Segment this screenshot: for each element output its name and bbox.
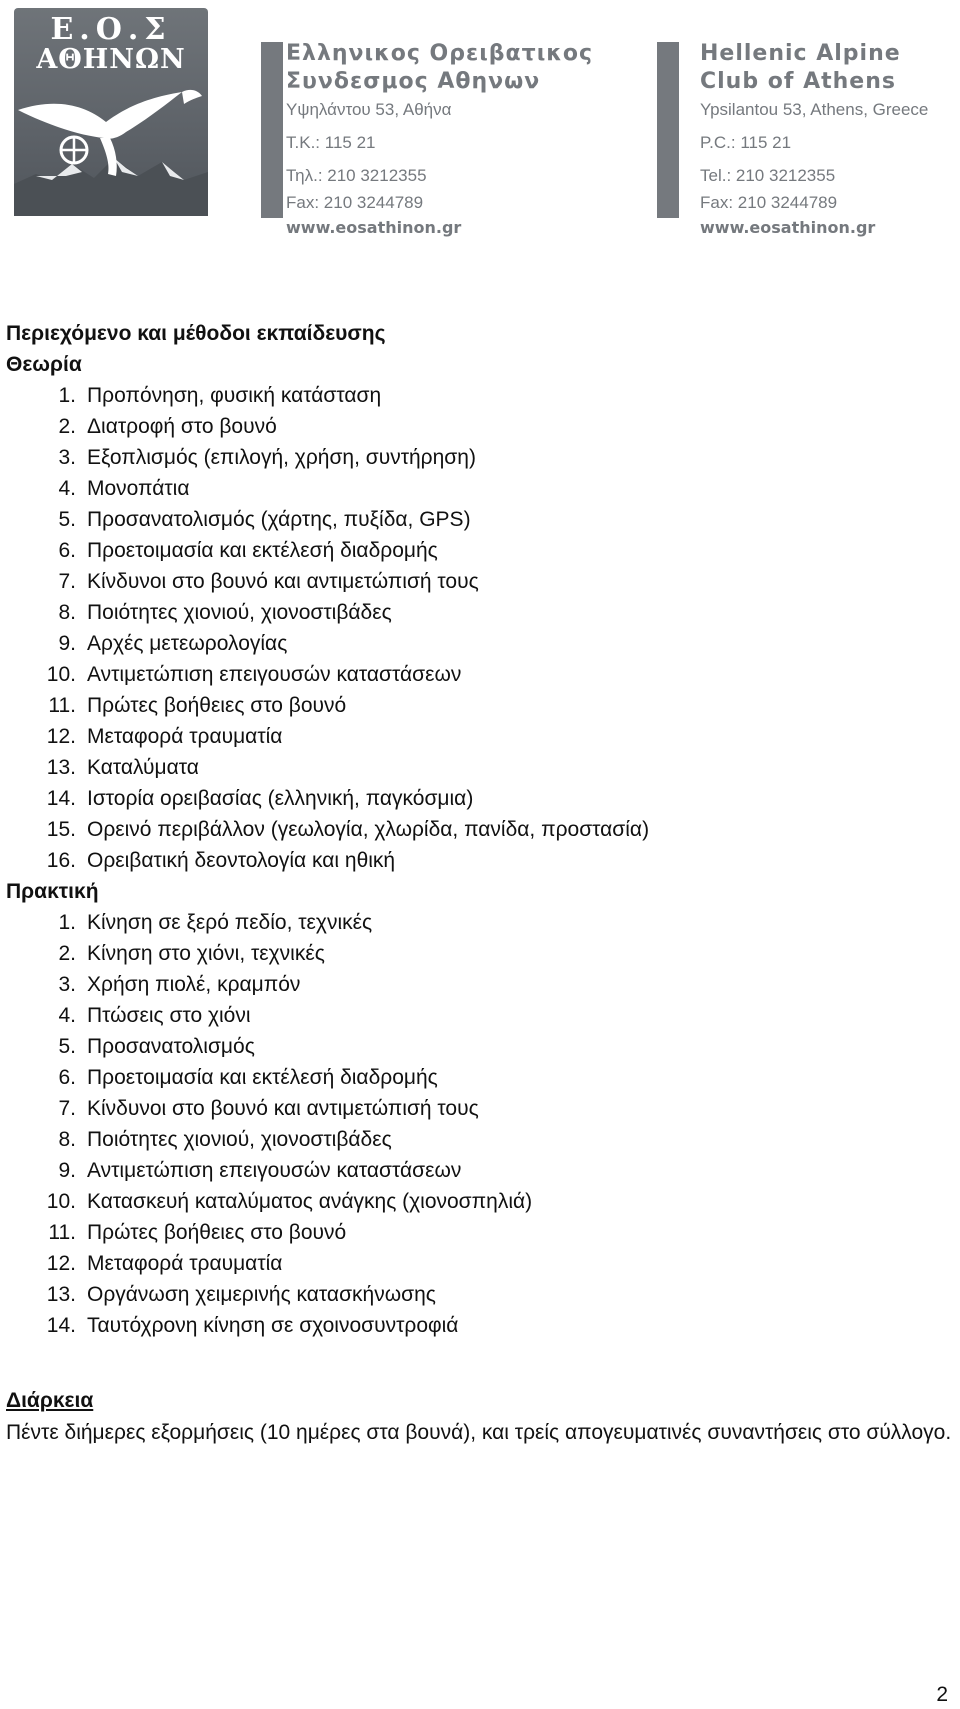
- list-item: [6, 659, 956, 690]
- list-item: [6, 721, 956, 752]
- english-fax: Fax: 210 3244789: [700, 193, 838, 212]
- list-item-number: 9.: [58, 1159, 76, 1182]
- list-item: [6, 814, 956, 845]
- list-item: [6, 411, 956, 442]
- list-item-text: Προσανατολισμός: [87, 1035, 255, 1058]
- theory-heading: Θεωρία: [6, 353, 82, 376]
- list-item-number: 7.: [58, 1097, 76, 1120]
- list-item-number: 3.: [58, 973, 76, 996]
- list-item-text: Προετοιμασία και εκτέλεσή διαδρομής: [87, 539, 438, 562]
- greek-club-name-line1: Ελληνικος Ορειβατικος: [286, 41, 594, 66]
- greek-accent-bar: [261, 42, 283, 218]
- list-item-text: Αρχές μετεωρολογίας: [87, 632, 288, 655]
- list-item: [6, 1031, 956, 1062]
- list-item-text: Ποιότητες χιονιού, χιονοστιβάδες: [87, 601, 392, 624]
- list-item-number: 6.: [58, 539, 76, 562]
- club-logo: [14, 8, 210, 218]
- english-contact-block: [700, 40, 960, 240]
- list-item-number: 10.: [46, 1190, 76, 1213]
- list-item-number: 13.: [46, 1283, 76, 1306]
- list-item: [6, 907, 956, 938]
- list-item-number: 2.: [58, 942, 76, 965]
- list-item: [6, 690, 956, 721]
- list-item-text: Καταλύματα: [87, 756, 199, 779]
- list-item: [6, 566, 956, 597]
- letterhead: [0, 0, 960, 237]
- list-item-number: 2.: [58, 415, 76, 438]
- list-item-number: 10.: [46, 663, 76, 686]
- list-item: [6, 1310, 956, 1341]
- list-item-text: Κίνδυνοι στο βουνό και αντιμετώπισή τους: [87, 570, 479, 593]
- list-item: [6, 1062, 956, 1093]
- list-item-number: 12.: [46, 1252, 76, 1275]
- list-item-number: 15.: [46, 818, 76, 841]
- list-item-number: 13.: [46, 756, 76, 779]
- list-item-text: Ποιότητες χιονιού, χιονοστιβάδες: [87, 1128, 392, 1151]
- list-item: [6, 1217, 956, 1248]
- list-item: [6, 1093, 956, 1124]
- duration-description: Πέντε διήμερες εξορμήσεις (10 ημέρες στα βουνά), και τρείς απογευματινές συναντήσεις στο σύλλογο.: [6, 1421, 952, 1444]
- english-address: Ypsilantou 53, Athens, Greece: [700, 100, 929, 119]
- list-item-number: 6.: [58, 1066, 76, 1089]
- list-item-text: Διατροφή στο βουνό: [87, 415, 277, 438]
- greek-phone: Τηλ.: 210 3212355: [286, 166, 427, 185]
- logo-city: ΑΘΗΝΩΝ: [36, 44, 186, 75]
- list-item-number: 4.: [58, 1004, 76, 1027]
- list-item-number: 5.: [58, 1035, 76, 1058]
- list-item: [6, 752, 956, 783]
- duration-section: [6, 1385, 956, 1449]
- list-item-text: Πτώσεις στο χιόνι: [87, 1004, 251, 1027]
- practice-heading: Πρακτική: [6, 880, 99, 903]
- list-item-number: 1.: [58, 384, 76, 407]
- list-item: [6, 969, 956, 1000]
- list-item-text: Ιστορία ορειβασίας (ελληνική, παγκόσμια): [87, 787, 474, 810]
- eagle-mountain-icon: [14, 80, 208, 216]
- list-item-text: Πρώτες βοήθειες στο βουνό: [87, 1221, 347, 1244]
- list-item: [6, 597, 956, 628]
- list-item-text: Μονοπάτια: [87, 477, 190, 500]
- duration-heading: Διάρκεια: [6, 1389, 94, 1412]
- list-item: [6, 473, 956, 504]
- list-item-number: 16.: [46, 849, 76, 872]
- greek-contact-block: [286, 40, 636, 240]
- list-item-text: Μεταφορά τραυματία: [87, 1252, 283, 1275]
- page-title: Περιεχόμενο και μέθοδοι εκπαίδευσης: [6, 322, 386, 345]
- english-website-link[interactable]: www.eosathinon.gr: [700, 218, 876, 237]
- list-item-text: Ταυτόχρονη κίνηση σε σχοινοσυντροφιά: [87, 1314, 459, 1337]
- list-item-number: 4.: [58, 477, 76, 500]
- list-item-text: Αντιμετώπιση επειγουσών καταστάσεων: [87, 1159, 462, 1182]
- list-item-text: Ορειβατική δεοντολογία και ηθική: [87, 849, 396, 872]
- list-item-text: Προετοιμασία και εκτέλεσή διαδρομής: [87, 1066, 438, 1089]
- english-club-name-line1: Hellenic Alpine: [700, 41, 901, 66]
- english-club-name-line2: Club of Athens: [700, 69, 896, 94]
- list-item: [6, 1000, 956, 1031]
- list-item: [6, 535, 956, 566]
- list-item: [6, 1124, 956, 1155]
- list-item: [6, 1248, 956, 1279]
- list-item: [6, 1186, 956, 1217]
- list-item: [6, 1155, 956, 1186]
- greek-address: Υψηλάντου 53, Αθήνα: [286, 100, 452, 119]
- list-item: [6, 938, 956, 969]
- list-item: [6, 442, 956, 473]
- list-item-text: Πρώτες βοήθειες στο βουνό: [87, 694, 347, 717]
- list-item-number: 12.: [46, 725, 76, 748]
- list-item-number: 11.: [48, 1221, 76, 1244]
- english-phone: Tel.: 210 3212355: [700, 166, 836, 185]
- list-item: [6, 628, 956, 659]
- list-item: [6, 504, 956, 535]
- list-item-text: Εξοπλισμός (επιλογή, χρήση, συντήρηση): [87, 446, 476, 469]
- list-item-number: 14.: [46, 1314, 76, 1337]
- list-item-text: Κίνηση στο χιόνι, τεχνικές: [87, 942, 325, 965]
- list-item-text: Χρήση πιολέ, κραμπόν: [87, 973, 301, 996]
- list-item-text: Ορεινό περιβάλλον (γεωλογία, χλωρίδα, πανίδα, προστασία): [87, 818, 650, 841]
- greek-club-name-line2: Συνδεσμος Αθηνων: [286, 69, 541, 94]
- list-item-text: Προσανατολισμός (χάρτης, πυξίδα, GPS): [87, 508, 471, 531]
- list-item: [6, 845, 956, 876]
- list-item: [6, 380, 956, 411]
- list-item-text: Κατασκευή καταλύματος ανάγκης (χιονοσπηλιά): [87, 1190, 533, 1213]
- greek-fax: Fax: 210 3244789: [286, 193, 424, 212]
- list-item-number: 14.: [46, 787, 76, 810]
- list-item-number: 3.: [58, 446, 76, 469]
- logo-initials: Ε.Ο.Σ: [50, 12, 172, 47]
- list-item-text: Κίνηση σε ξερό πεδίο, τεχνικές: [87, 911, 373, 934]
- page-number: 2: [936, 1683, 948, 1706]
- theory-list: [6, 380, 956, 876]
- english-postal-code: P.C.: 115 21: [700, 133, 792, 152]
- list-item-text: Αντιμετώπιση επειγουσών καταστάσεων: [87, 663, 462, 686]
- practice-list: [6, 907, 956, 1341]
- list-item: [6, 1279, 956, 1310]
- list-item-number: 11.: [48, 694, 76, 717]
- document-body: [6, 318, 956, 1449]
- list-item: [6, 783, 956, 814]
- list-item-text: Μεταφορά τραυματία: [87, 725, 283, 748]
- list-item-text: Οργάνωση χειμερινής κατασκήνωσης: [87, 1283, 436, 1306]
- list-item-number: 1.: [58, 911, 76, 934]
- list-item-text: Κίνδυνοι στο βουνό και αντιμετώπισή τους: [87, 1097, 479, 1120]
- list-item-number: 8.: [58, 601, 76, 624]
- list-item-number: 5.: [58, 508, 76, 531]
- list-item-number: 8.: [58, 1128, 76, 1151]
- greek-postal-code: Τ.Κ.: 115 21: [286, 133, 376, 152]
- list-item-text: Προπόνηση, φυσική κατάσταση: [87, 384, 382, 407]
- list-item-number: 9.: [58, 632, 76, 655]
- greek-website-link[interactable]: www.eosathinon.gr: [286, 218, 462, 237]
- list-item-number: 7.: [58, 570, 76, 593]
- english-accent-bar: [657, 42, 679, 218]
